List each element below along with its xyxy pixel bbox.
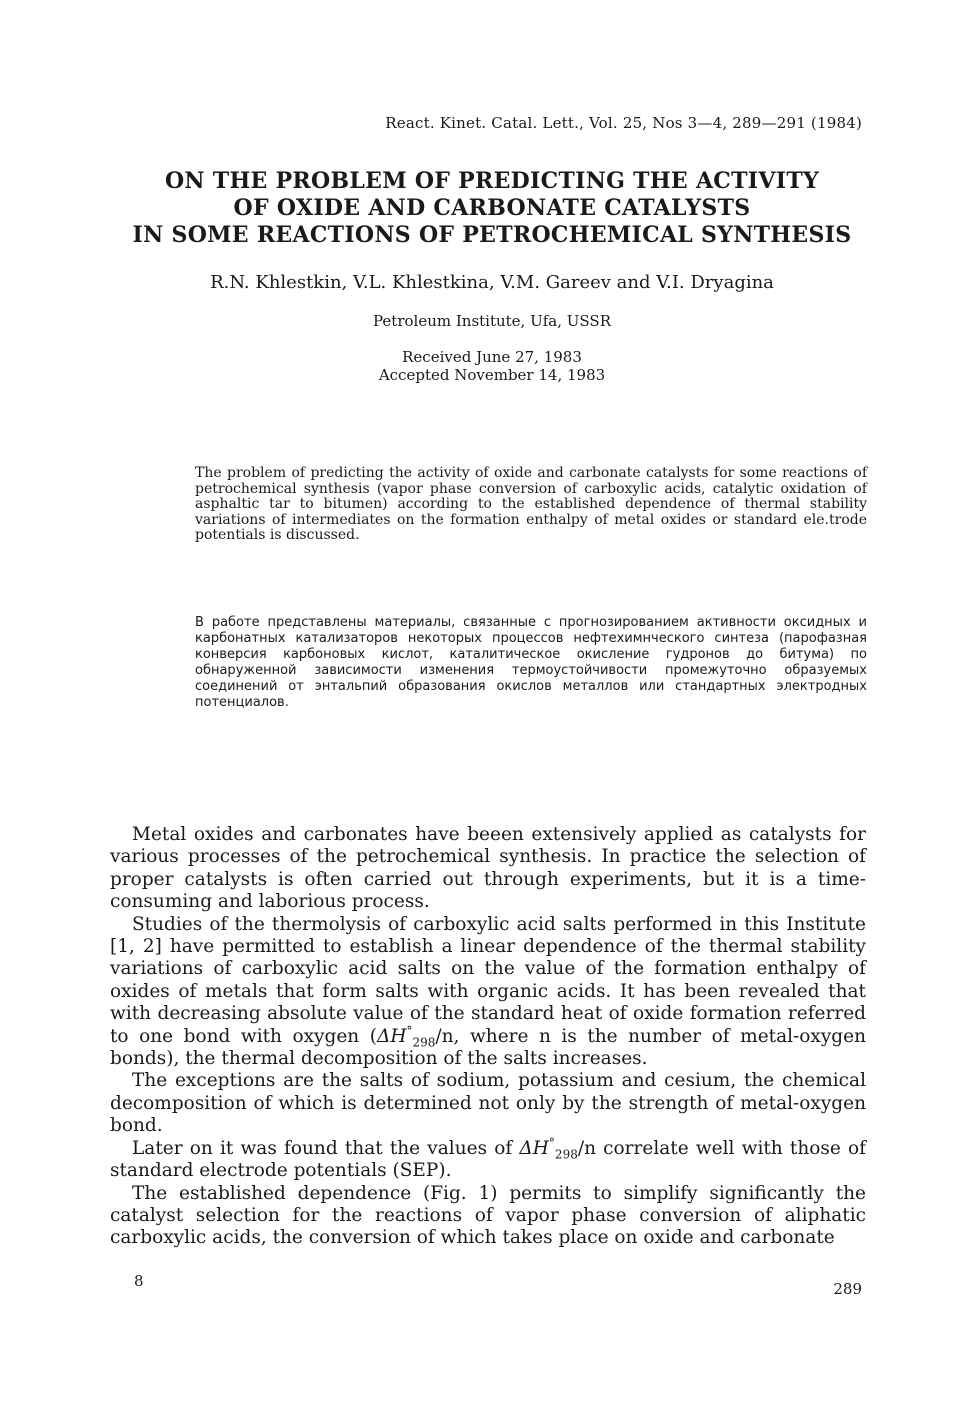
title-line-1: ON THE PROBLEM OF PREDICTING THE ACTIVITY: [164, 168, 820, 194]
enthalpy-subscript: 298: [554, 1147, 578, 1162]
page-number: 289: [833, 1280, 862, 1298]
accepted-date: Accepted November 14, 1983: [378, 366, 606, 384]
affiliation: Petroleum Institute, Ufa, USSR: [373, 312, 611, 330]
dates-block: [100, 348, 884, 384]
title-line-2: OF OXIDE AND CARBONATE CATALYSTS: [233, 195, 751, 221]
paragraph-4-text-b: /n correlate well with those of standard electrode potentials (SEP).: [110, 1137, 866, 1182]
paper-title: [100, 168, 884, 249]
received-date: Received June 27, 1983: [402, 348, 582, 366]
paragraph-4: [110, 1135, 866, 1183]
paragraph-4-text-a: Later on it was found that the values of: [132, 1137, 520, 1159]
paragraph-3: The exceptions are the salts of sodium, potassium and cesium, the chemical decomposition of which is determined not only by the strength of metal-oxygen bond.: [110, 1070, 866, 1137]
paragraph-1: Metal oxides and carbonates have beeen extensively applied as catalysts for various processes of the petrochemical synthesis. In practice the selection of proper catalysts is often carried out through experiments, but it is a time-consuming and laborious process.: [110, 824, 866, 913]
enthalpy-symbol: ΔH: [376, 1025, 407, 1047]
enthalpy-symbol: ΔH: [519, 1137, 549, 1159]
abstract-russian: В работе представлены материалы, связанные с прогнозированием активности оксидных и карбонатных катализаторов некоторых процессов нефтехимнческого синтеза (парофазная конверсия карбоновых кислот, каталитическое окисление гудронов до битума) по обнаруженной зависимости изменения термоустойчивости промежуточно образуемых соединений от энтальпий образования окислов металлов или стандартных электродных потенциалов.: [195, 615, 867, 710]
signature-mark: 8: [134, 1272, 144, 1290]
abstract-english: The problem of predicting the activity of oxide and carbonate catalysts for some reactions of petrochemical synthesis (vapor phase conversion of carboxylic acids, catalytic oxidation of asphaltic tar to bitumen) according to the established dependence of thermal stability variations of intermediates on the formation enthalpy of metal oxides or standard ele.trode potentials is discussed.: [195, 465, 867, 543]
author-list: R.N. Khlestkin, V.L. Khlestkina, V.M. Gareev and V.I. Dryagina: [210, 272, 774, 293]
enthalpy-subscript: 298: [412, 1035, 436, 1050]
paragraph-2-text-a: Studies of the thermolysis of carboxylic acid salts performed in this Institute [1, 2] have permitted to establish a linear dependence of the thermal stability variations of carboxylic acid salts on the value of the formation enthalpy of oxides of metals that form salts with organic acids. It has been revealed that with decreasing absolute value of the standard heat of oxide formation referred to one bond with oxygen (: [110, 913, 866, 1047]
paragraph-2: [110, 914, 866, 1071]
paragraph-2-text-b: /n, where n is the number of metal-oxygen bonds), the thermal decomposition of the salts increases.: [110, 1025, 867, 1070]
title-line-3: IN SOME REACTIONS OF PETROCHEMICAL SYNTHESIS: [132, 222, 852, 248]
journal-citation: React. Kinet. Catal. Lett., Vol. 25, Nos 3—4, 289—291 (1984): [385, 114, 862, 132]
body-text: [110, 824, 866, 1250]
enthalpy-superscript: °: [548, 1135, 555, 1150]
paragraph-5: The established dependence (Fig. 1) permits to simplify significantly the catalyst selection for the reactions of vapor phase conversion of aliphatic carboxylic acids, the conversion of which takes place on oxide and carbonate: [110, 1182, 866, 1249]
enthalpy-superscript: °: [406, 1023, 413, 1038]
